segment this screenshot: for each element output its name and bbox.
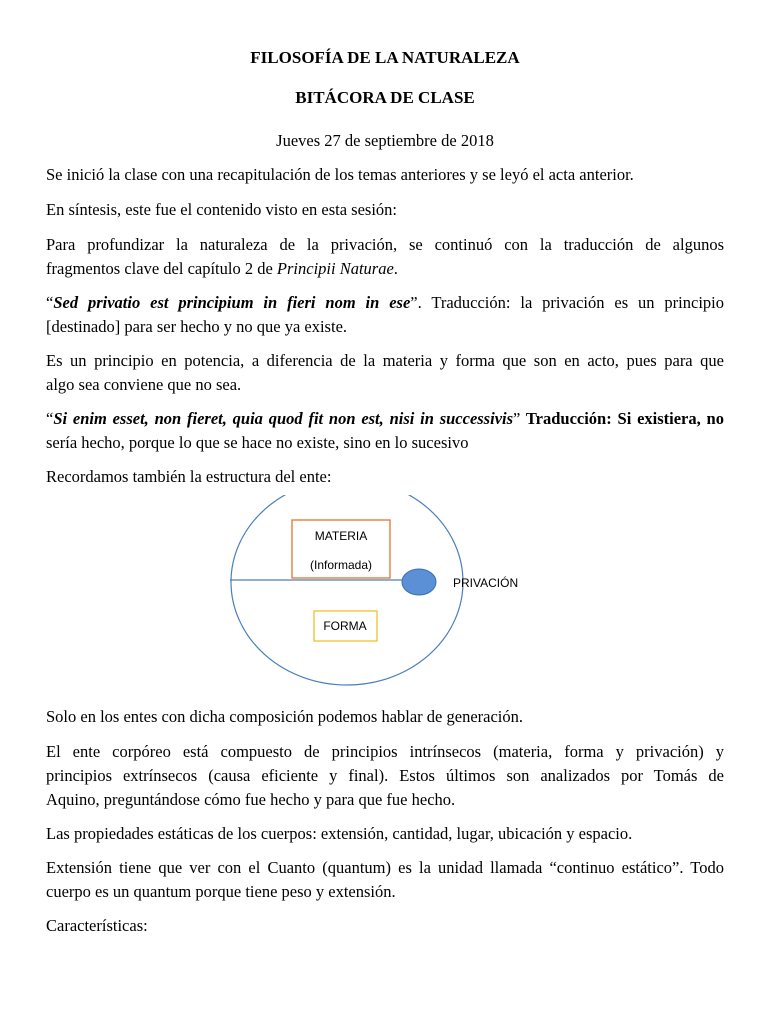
text-line: El ente corpóreo está compuesto de principios intrínsecos (materia, forma y privación) y bbox=[46, 742, 724, 761]
document-subtitle: BITÁCORA DE CLASE bbox=[295, 88, 475, 107]
document-title: FILOSOFÍA DE LA NATURALEZA bbox=[250, 48, 520, 67]
text-line: cuerpo es un quantum porque tiene peso y extensión. bbox=[46, 882, 396, 901]
text-line bbox=[46, 257, 724, 281]
text-line: sería hecho, porque lo que se hace no existe, sino en lo sucesivo bbox=[46, 433, 469, 452]
quote-1 bbox=[46, 291, 724, 339]
paragraph-extension bbox=[46, 856, 724, 904]
quote-mark: ” bbox=[410, 293, 418, 312]
text-line: [destinado] para ser hecho y no que ya existe. bbox=[46, 317, 348, 336]
quote-mark: “ bbox=[46, 293, 54, 312]
text-line: Aquino, preguntándose cómo fue hecho y para que fue hecho. bbox=[46, 790, 456, 809]
privacion-label: PRIVACIÓN bbox=[453, 576, 519, 590]
text-line bbox=[46, 407, 724, 431]
translation-text: . Traducción: la privación es un principio bbox=[417, 293, 724, 312]
paragraph-intro: Se inició la clase con una recapitulación de los temas anteriores y se leyó el acta anterior. bbox=[46, 165, 634, 184]
text-line: algo sea conviene que no sea. bbox=[46, 375, 242, 394]
text-line: Extensión tiene que ver con el Cuanto (quantum) es la unidad llamada “continuo estático”. Todo bbox=[46, 858, 724, 877]
quote-mark: “ bbox=[46, 409, 54, 428]
text-line bbox=[46, 291, 724, 315]
text-span: . bbox=[393, 259, 398, 278]
paragraph-principles bbox=[46, 740, 724, 812]
text-line: Para profundizar la naturaleza de la privación, se continuó con la traducción de algunos bbox=[46, 235, 724, 254]
paragraph-structure: Recordamos también la estructura del ente: bbox=[46, 467, 332, 486]
quote-2 bbox=[46, 407, 724, 455]
materia-label: MATERIA bbox=[314, 529, 368, 543]
paragraph-summary: En síntesis, este fue el contenido visto en esta sesión: bbox=[46, 200, 398, 219]
paragraph-generation: Solo en los entes con dicha composición podemos hablar de generación. bbox=[46, 707, 523, 726]
book-title: Principii Naturae bbox=[276, 259, 394, 278]
text-span: fragmentos clave del capítulo 2 de bbox=[46, 259, 277, 278]
privacion-dot bbox=[402, 569, 436, 595]
quote-mark: ” bbox=[513, 409, 521, 428]
text-line: principios extrínsecos (causa eficiente y final). Estos últimos son analizados por Tomás de bbox=[46, 766, 724, 785]
text-line: Es un principio en potencia, a diferencia de la materia y forma que son en acto, pues para que bbox=[46, 351, 724, 370]
session-date: Jueves 27 de septiembre de 2018 bbox=[276, 131, 494, 150]
forma-label: FORMA bbox=[323, 619, 367, 633]
paragraph-privation bbox=[46, 233, 724, 281]
latin-quote: Sed privatio est principium in fieri nom in ese bbox=[53, 293, 411, 312]
latin-quote: Si enim esset, non fieret, quia quod fit non est, nisi in successivis bbox=[53, 409, 514, 428]
paragraph-characteristics: Características: bbox=[46, 916, 148, 935]
paragraph-potency bbox=[46, 349, 724, 397]
paragraph-properties: Las propiedades estáticas de los cuerpos: extensión, cantidad, lugar, ubicación y espacio. bbox=[46, 824, 633, 843]
ente-structure-diagram bbox=[46, 495, 724, 705]
informada-label: (Informada) bbox=[309, 558, 373, 572]
translation-text: Traducción: Si existiera, no bbox=[520, 409, 724, 428]
